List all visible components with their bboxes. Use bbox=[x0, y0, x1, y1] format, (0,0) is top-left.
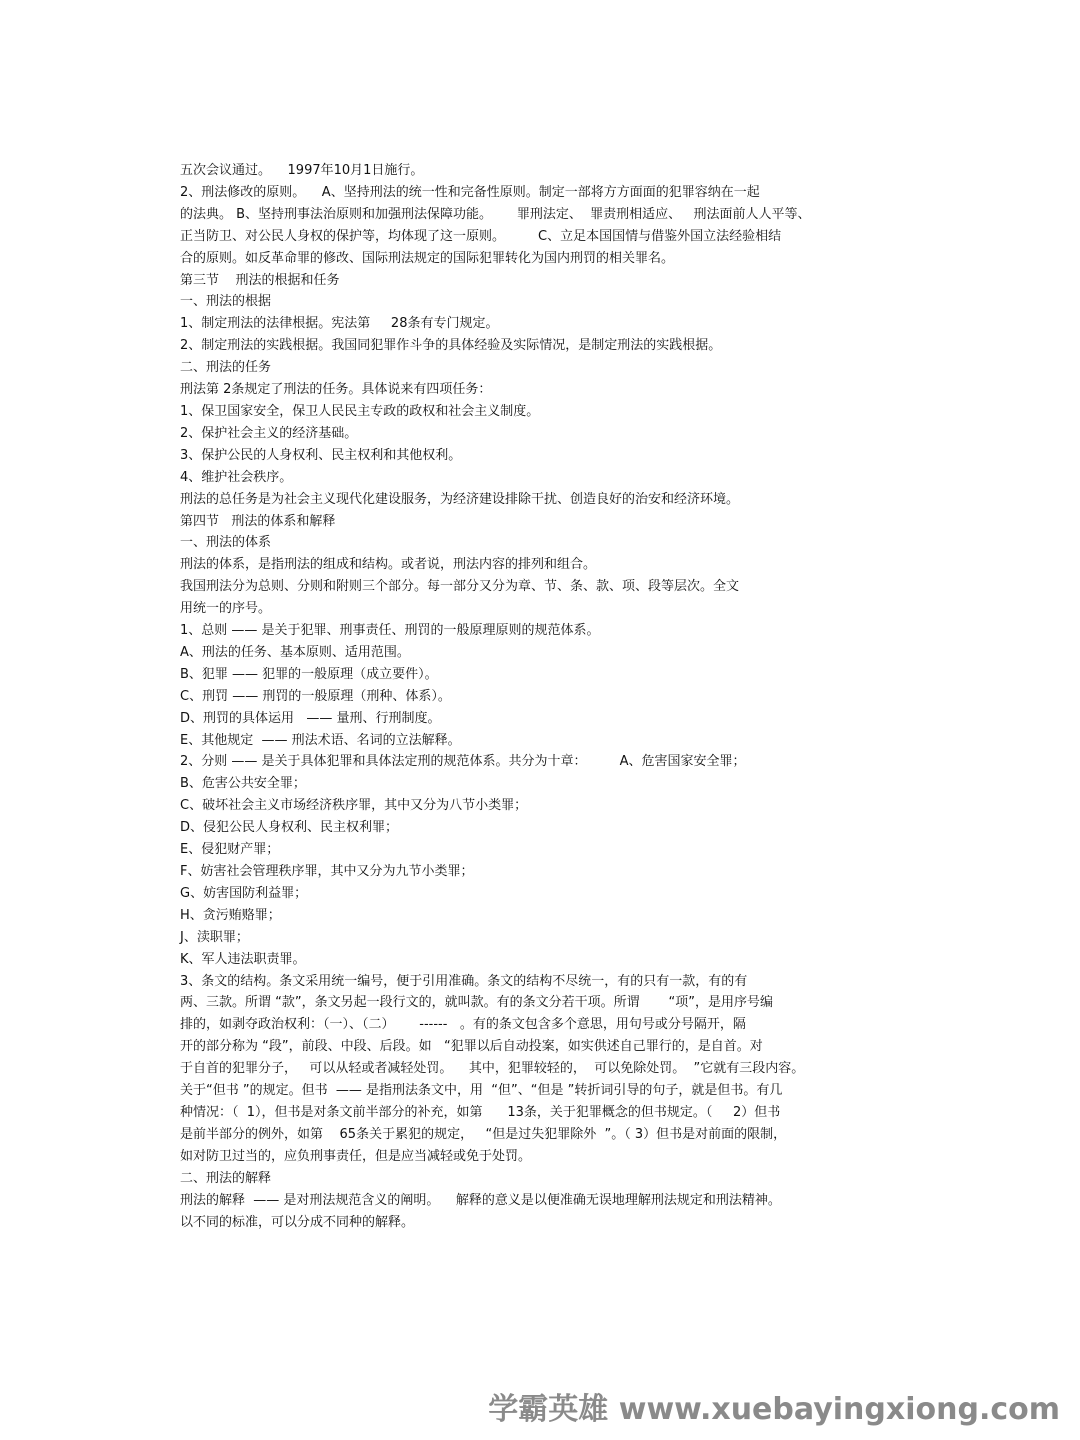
text-line: 2、保护社会主义的经济基础。 bbox=[180, 425, 358, 441]
text-line: 刑法第 2条规定了刑法的任务。具体说来有四项任务： bbox=[180, 382, 492, 398]
watermark: 学霸英雄 www.xuebayingxiong.com bbox=[488, 1392, 1060, 1427]
text-line: 种情况：（ 1），但书是对条文前半部分的补充，如第 13条，关于犯罪概念的但书规定。（ 2）但书 bbox=[180, 1104, 781, 1120]
text-line: B、犯罪 —— 犯罪的一般原理（成立要件）。 bbox=[180, 666, 438, 682]
text-line: C、破坏社会主义市场经济秩序罪，其中又分为八节小类罪； bbox=[180, 798, 528, 814]
text-line: 1、制定刑法的法律根据。宪法第 28条有专门规定。 bbox=[180, 316, 499, 332]
text-line: E、侵犯财产罪； bbox=[180, 842, 280, 858]
text-line: 的法典。 B、坚持刑事法治原则和加强刑法保障功能。 罪刑法定、 罪责刑相适应、 刑法面前人人平等、 bbox=[180, 206, 811, 222]
text-line: 第四节 刑法的体系和解释 bbox=[180, 513, 336, 529]
text-line: 2、刑法修改的原则。 A、坚持刑法的统一性和完备性原则。制定一部将方方面面的犯罪容纳在一起 bbox=[180, 184, 760, 200]
text-line: 用统一的序号。 bbox=[180, 601, 272, 617]
text-line: 1、总则 —— 是关于犯罪、刑事责任、刑罚的一般原理原则的规范体系。 bbox=[180, 623, 600, 639]
text-line: 1、保卫国家安全，保卫人民民主专政的政权和社会主义制度。 bbox=[180, 403, 540, 419]
text-line: G、妨害国防利益罪； bbox=[180, 885, 308, 901]
text-line: 一、刑法的体系 bbox=[180, 535, 272, 551]
text-line: 排的，如剥夺政治权利：（一）、（二） ------ 。有的条文包含多个意思，用句号或分号隔开，隔 bbox=[180, 1017, 746, 1033]
text-line: 3、保护公民的人身权利、民主权利和其他权利。 bbox=[180, 447, 462, 463]
text-line: 合的原则。如反革命罪的修改、国际刑法规定的国际犯罪转化为国内刑罚的相关罪名。 bbox=[180, 250, 675, 266]
text-line: D、刑罚的具体运用 —— 量刑、行刑制度。 bbox=[180, 710, 441, 726]
text-line: E、其他规定 —— 刑法术语、名词的立法解释。 bbox=[180, 732, 461, 748]
text-line: 第三节 刑法的根据和任务 bbox=[180, 272, 340, 288]
text-line: 2、制定刑法的实践根据。我国同犯罪作斗争的具体经验及实际情况，是制定刑法的实践根据。 bbox=[180, 338, 722, 354]
text-line: 五次会议通过。 1997年10月1日施行。 bbox=[180, 163, 424, 178]
text-line: D、侵犯公民人身权利、民主权利罪； bbox=[180, 820, 399, 836]
text-line: J、渎职罪； bbox=[180, 929, 249, 945]
text-line: 以不同的标准，可以分成不同种的解释。 bbox=[180, 1214, 415, 1230]
text-line: 开的部分称为 “段”，前段、中段、后段。如 “犯罪以后自动投案，如实供述自己罪行的，是自首。对 bbox=[180, 1039, 763, 1055]
text-line: 二、刑法的任务 bbox=[180, 360, 272, 376]
text-line: 是前半部分的例外，如第 65条关于累犯的规定， “但是过失犯罪除外 ”。（ 3）但书是对前面的限制， bbox=[180, 1126, 787, 1142]
text-line: 二、刑法的解释 bbox=[180, 1170, 272, 1186]
text-line: 2、分则 —— 是关于具体犯罪和具体法定刑的规范体系。共分为十章： A、危害国家安全罪； bbox=[180, 754, 746, 770]
text-line: 3、条文的结构。条文采用统一编号，便于引用准确。条文的结构不尽统一，有的只有一款，有的有 bbox=[180, 973, 748, 989]
text-line: K、军人违法职责罪。 bbox=[180, 951, 306, 967]
text-line: 正当防卫、对公民人身权的保护等，均体现了这一原则。 C、立足本国国情与借鉴外国立法经验相结 bbox=[180, 228, 782, 244]
text-line: B、危害公共安全罪； bbox=[180, 776, 306, 792]
text-line: C、刑罚 —— 刑罚的一般原理（刑种、体系）。 bbox=[180, 688, 451, 704]
text-line: 刑法的总任务是为社会主义现代化建设服务，为经济建设排除干扰、创造良好的治安和经济环境。 bbox=[180, 491, 740, 507]
text-line: 于自首的犯罪分子， 可以从轻或者减轻处罚。 其中，犯罪较轻的， 可以免除处罚。 ”它就有三段内容。 bbox=[180, 1061, 805, 1077]
text-line: H、贪污贿赂罪； bbox=[180, 907, 281, 923]
text-line: 如对防卫过当的，应负刑事责任，但是应当减轻或免于处罚。 bbox=[180, 1148, 532, 1164]
text-line: 刑法的体系，是指刑法的组成和结构。或者说，刑法内容的排列和组合。 bbox=[180, 557, 597, 573]
text-line: 一、刑法的根据 bbox=[180, 294, 272, 310]
text-line: 两、三款。所谓 “款”，条文另起一段行文的，就叫款。有的条文分若干项。所谓 “项”，是用序号编 bbox=[180, 995, 773, 1011]
text-line: 关于“但书 ”的规定。但书 —— 是指刑法条文中，用 “但”、“但是 ”转折词引导的句子，就是但书。有几 bbox=[180, 1083, 783, 1099]
text-line: 我国刑法分为总则、分则和附则三个部分。每一部分又分为章、节、条、款、项、段等层次。全文 bbox=[180, 579, 740, 595]
document-body bbox=[180, 160, 900, 1233]
text-line: 刑法的解释 —— 是对刑法规范含义的阐明。 解释的意义是以便准确无误地理解刑法规定和刑法精神。 bbox=[180, 1192, 781, 1208]
text-line: F、妨害社会管理秩序罪，其中又分为九节小类罪； bbox=[180, 864, 474, 879]
text-line: A、刑法的任务、基本原则、适用范围。 bbox=[180, 644, 410, 660]
text-line: 4、维护社会秩序。 bbox=[180, 469, 293, 485]
